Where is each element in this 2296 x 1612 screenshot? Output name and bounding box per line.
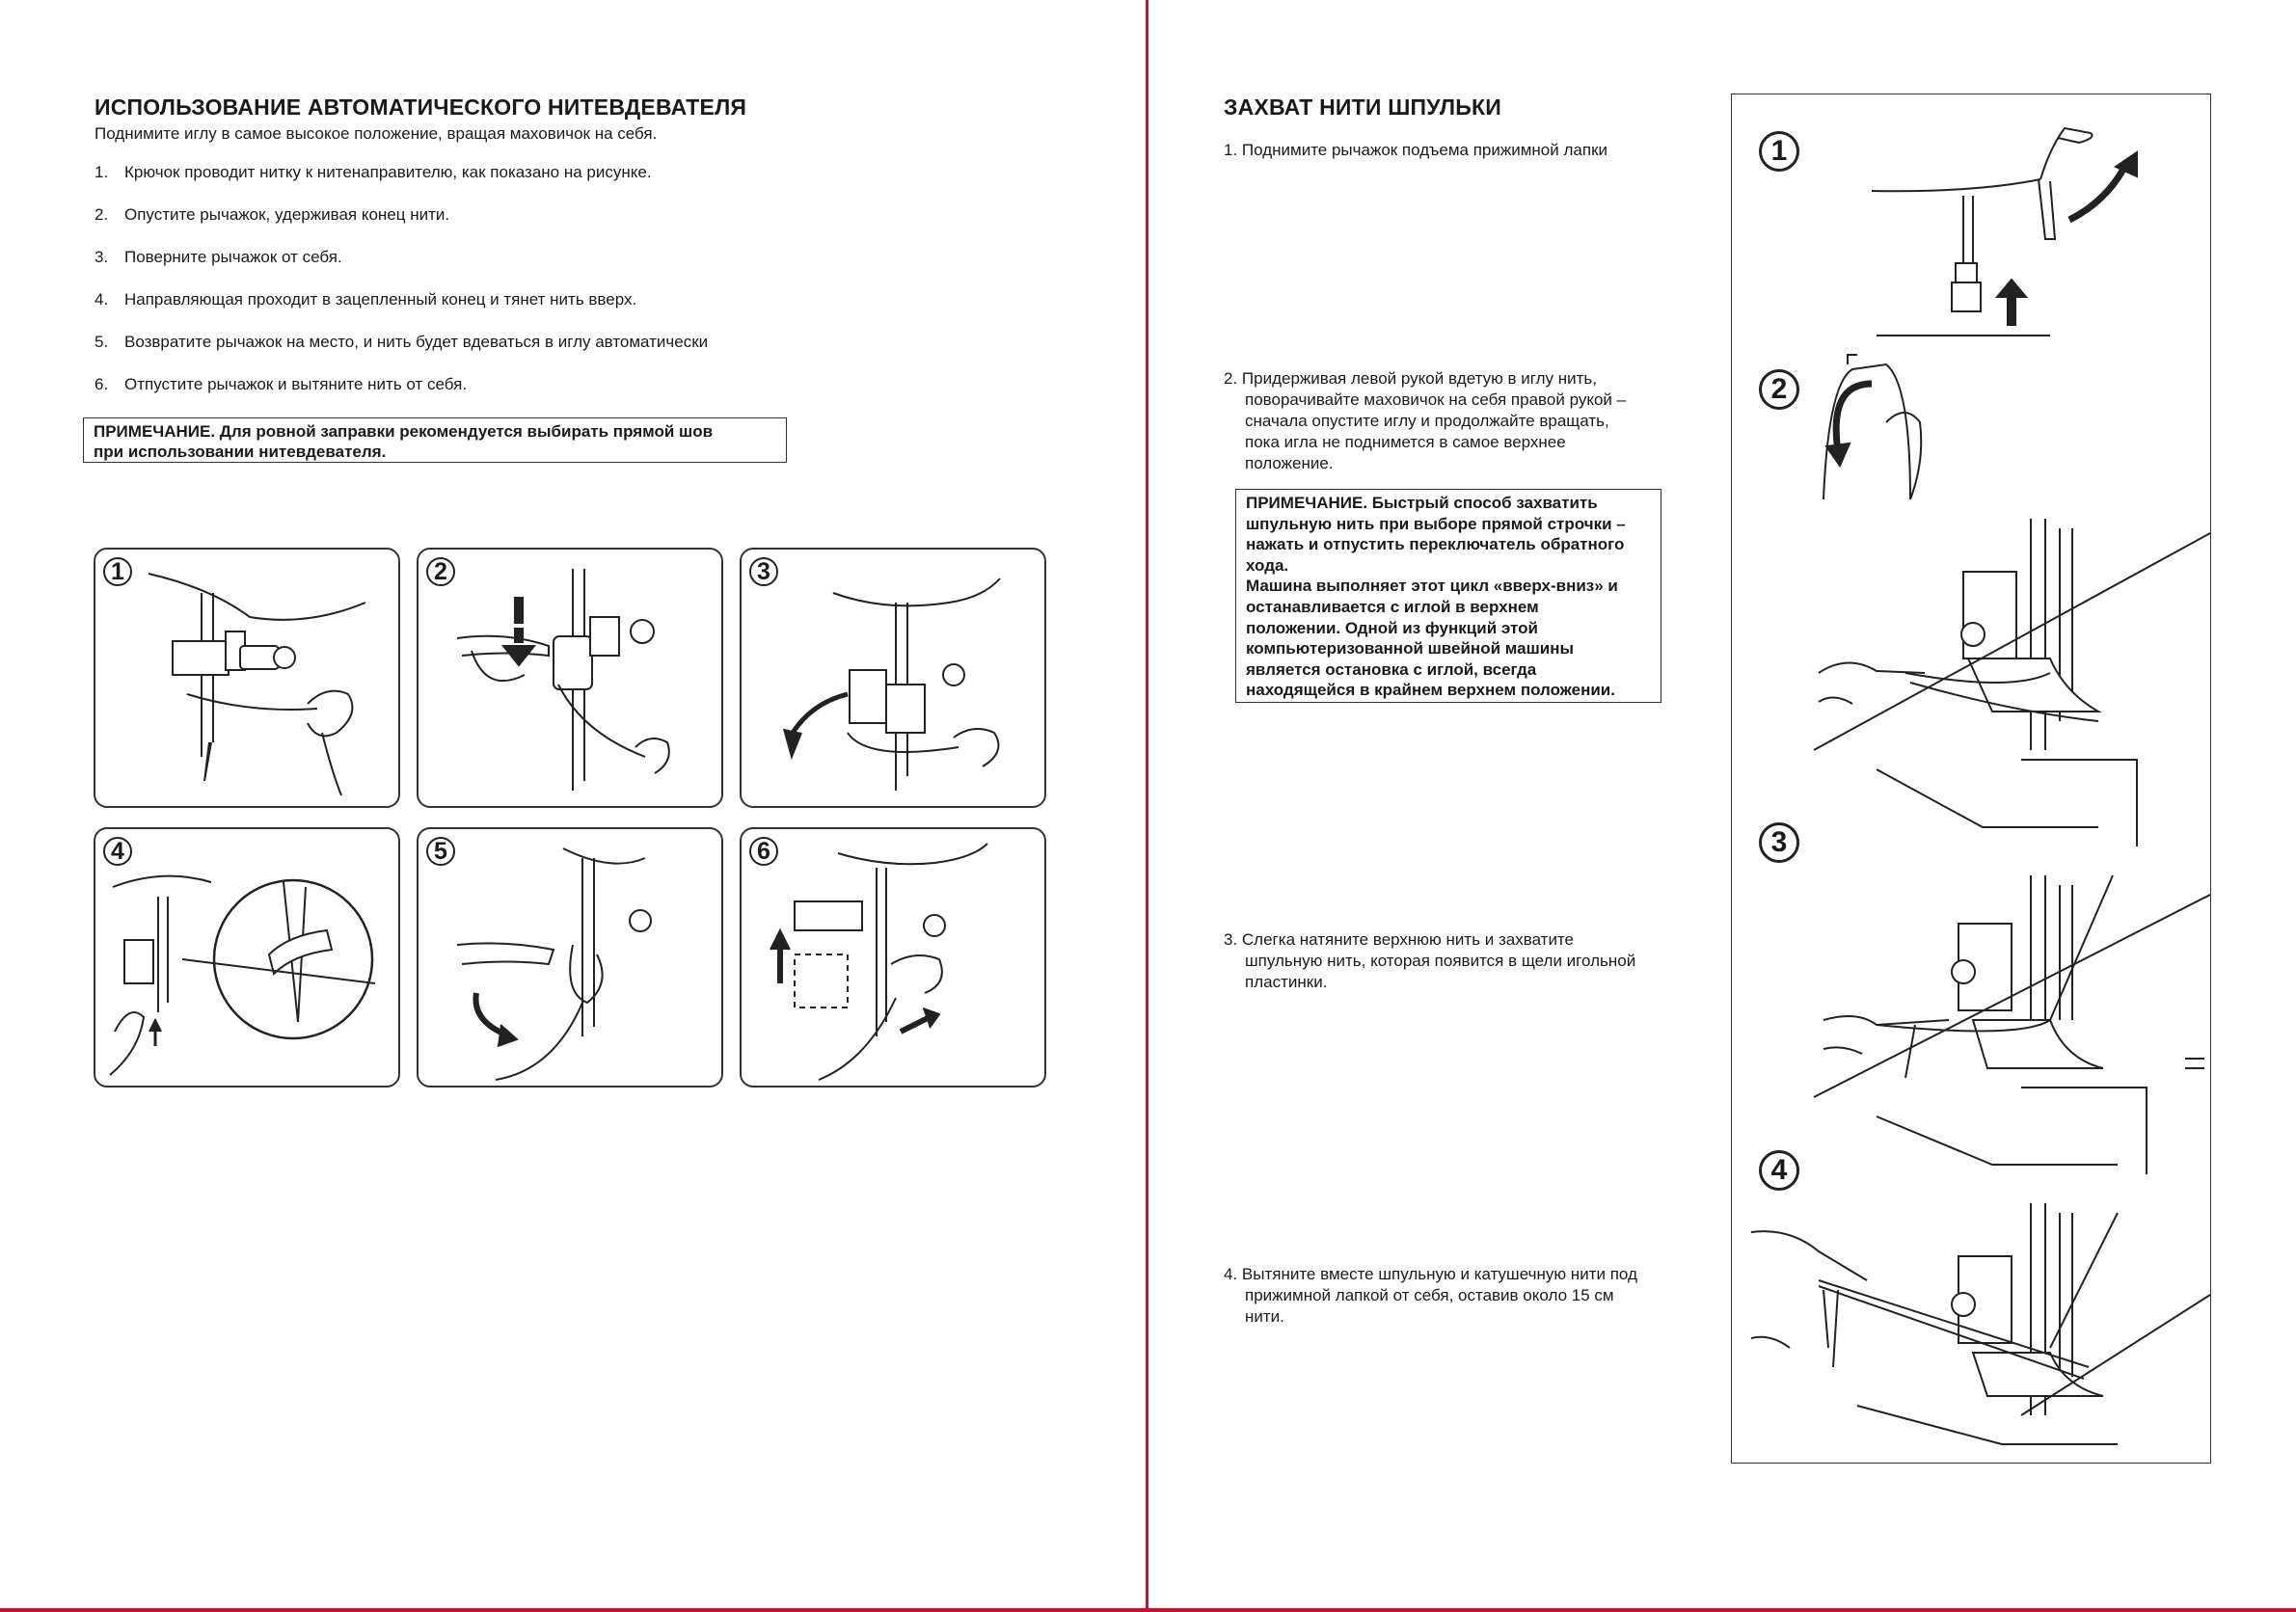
bobbin-figures-frame bbox=[1731, 94, 2211, 1464]
bobbin-note: ПРИМЕЧАНИЕ. Быстрый способ захватить шпульную нить при выборе прямой строчки – нажать и отпустить переключатель обратного хода. Машина выполняет этот цикл «вверх-вниз» и останавливается с иглой в верхнем положении. Одной из функций этой компьютеризованной швейной машины является остановка с иглой, всегда находящейся в крайнем верхнем положении. bbox=[1235, 489, 1661, 703]
threader-panel-6 bbox=[740, 827, 1046, 1088]
bobbin-step-3: 3. Слегка натяните верхнюю нить и захватите шпульную нить, которая появится в щели игольной пластинки. bbox=[1224, 930, 1636, 991]
bobbin-step-4: 4. Вытяните вместе шпульную и катушечную нити под прижимной лапкой от себя, оставив около 15 см нити. bbox=[1224, 1265, 1637, 1326]
auto-threader-title: ИСПОЛЬЗОВАНИЕ АВТОМАТИЧЕСКОГО НИТЕВДЕВАТЕЛЯ bbox=[95, 94, 747, 120]
right-page bbox=[1150, 0, 2296, 1612]
threader-panel-1 bbox=[94, 548, 400, 808]
list-item: 1. Крючок проводит нитку к нитенаправителю, как показано на рисунке. bbox=[95, 163, 652, 181]
bobbin-figures-illustration bbox=[1732, 94, 2212, 1464]
panel-1-illustration bbox=[95, 550, 400, 808]
panel-3-badge: 3 bbox=[749, 557, 778, 586]
list-item: 5. Возвратите рычажок на место, и нить будет вдеваться в иглу автоматически bbox=[95, 333, 709, 351]
threader-steps bbox=[95, 163, 708, 417]
list-item: 2. Опустите рычажок, удерживая конец нити. bbox=[95, 205, 450, 224]
threader-panel-4 bbox=[94, 827, 400, 1088]
panel-2-badge: 2 bbox=[426, 557, 455, 586]
panel-5-badge: 5 bbox=[426, 837, 455, 866]
list-item: 4. Направляющая проходит в зацепленный конец и тянет нить вверх. bbox=[95, 290, 637, 309]
bobbin-thread-title: ЗАХВАТ НИТИ ШПУЛЬКИ bbox=[1224, 94, 1501, 120]
list-item: 3. Поверните рычажок от себя. bbox=[95, 248, 342, 266]
panel-3-illustration bbox=[742, 550, 1046, 808]
auto-threader-subtitle: Поднимите иглу в самое высокое положение, вращая маховичок на себя. bbox=[95, 124, 658, 143]
panel-1-badge: 1 bbox=[103, 557, 132, 586]
threader-panel-5 bbox=[417, 827, 723, 1088]
panel-5-illustration bbox=[419, 829, 723, 1088]
bobbin-step-1: 1. Поднимите рычажок подъема прижимной лапки bbox=[1224, 141, 1607, 159]
panel-2-illustration bbox=[419, 550, 723, 808]
figure-2-badge: 2 bbox=[1759, 369, 1799, 410]
threader-note: ПРИМЕЧАНИЕ. Для ровной заправки рекомендуется выбирать прямой шов при использовании нитевдевателя. bbox=[83, 417, 787, 463]
panel-6-badge: 6 bbox=[749, 837, 778, 866]
list-item: 6. Отпустите рычажок и вытяните нить от себя. bbox=[95, 375, 468, 393]
panel-6-illustration bbox=[742, 829, 1046, 1088]
bobbin-step-2: 2. Придерживая левой рукой вдетую в иглу нить, поворачивайте маховичок на себя правой рукой – сначала опустите иглу и продолжайте вращать, пока игла не поднимется в самое верхнее положение. bbox=[1224, 369, 1627, 472]
panel-4-illustration bbox=[95, 829, 400, 1088]
panel-4-badge: 4 bbox=[103, 837, 132, 866]
threader-panel-2 bbox=[417, 548, 723, 808]
figure-4-badge: 4 bbox=[1759, 1150, 1799, 1191]
figure-1-badge: 1 bbox=[1759, 131, 1799, 172]
threader-panel-3 bbox=[740, 548, 1046, 808]
figure-3-badge: 3 bbox=[1759, 822, 1799, 863]
